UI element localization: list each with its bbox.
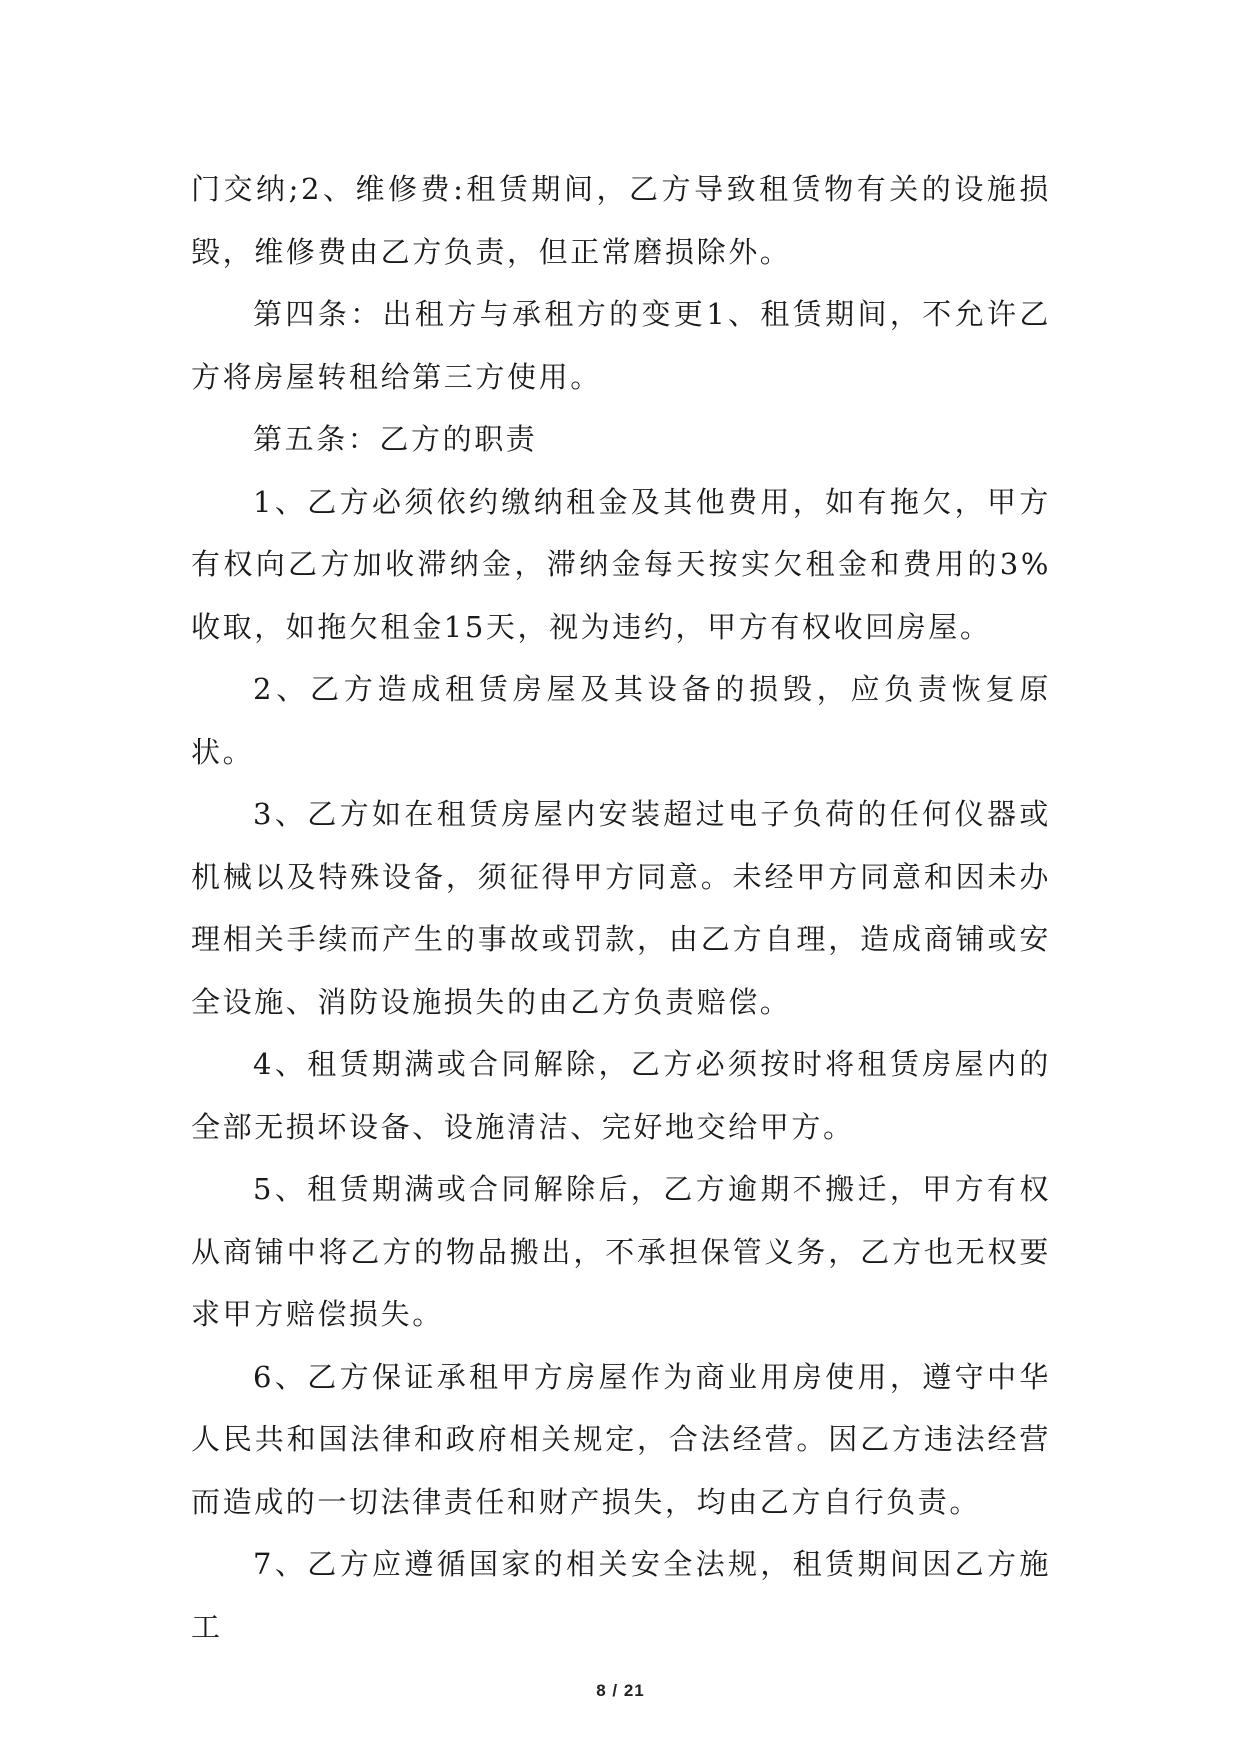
paragraph-clause-3: 3、乙方如在租赁房屋内安装超过电子负荷的任何仪器或机械以及特殊设备，须征得甲方同意。未经甲方同意和因未办理相关手续而产生的事故或罚款，由乙方自理，造成商铺或安全设施、消防设施损失的由乙方负责赔偿。: [191, 797, 1051, 1019]
paragraph-clause-4: 4、租赁期满或合同解除，乙方必须按时将租赁房屋内的全部无损坏设备、设施清洁、完好地交给甲方。: [191, 1047, 1051, 1144]
paragraph-clause-6: 6、乙方保证承租甲方房屋作为商业用房使用，遵守中华人民共和国法律和政府相关规定，合法经营。因乙方违法经营而造成的一切法律责任和财产损失，均由乙方自行负责。: [191, 1359, 1051, 1519]
paragraph-clause-7: 7、乙方应遵循国家的相关安全法规，租赁期间因乙方施工: [191, 1547, 1051, 1644]
document-body: [191, 158, 1051, 1658]
paragraph-article-5-heading: 第五条：乙方的职责: [253, 422, 538, 456]
paragraph-article-4: 第四条：出租方与承租方的变更1、租赁期间，不允许乙方将房屋转租给第三方使用。: [191, 297, 1051, 394]
paragraph-clause-1: 1、乙方必须依约缴纳租金及其他费用，如有拖欠，甲方有权向乙方加收滞纳金，滞纳金每天按实欠租金和费用的3%收取，如拖欠租金15天，视为违约，甲方有权收回房屋。: [191, 484, 1051, 644]
paragraph-clause-5: 5、租赁期满或合同解除后，乙方逾期不搬迁，甲方有权从商铺中将乙方的物品搬出，不承担保管义务，乙方也无权要求甲方赔偿损失。: [191, 1172, 1051, 1331]
page-number: 8 / 21: [596, 1681, 645, 1700]
paragraph-continued: 门交纳;2、维修费:租赁期间，乙方导致租赁物有关的设施损毁，维修费由乙方负责，但正常磨损除外。: [191, 172, 1051, 269]
paragraph-clause-2: 2、乙方造成租赁房屋及其设备的损毁，应负责恢复原状。: [191, 672, 1051, 769]
